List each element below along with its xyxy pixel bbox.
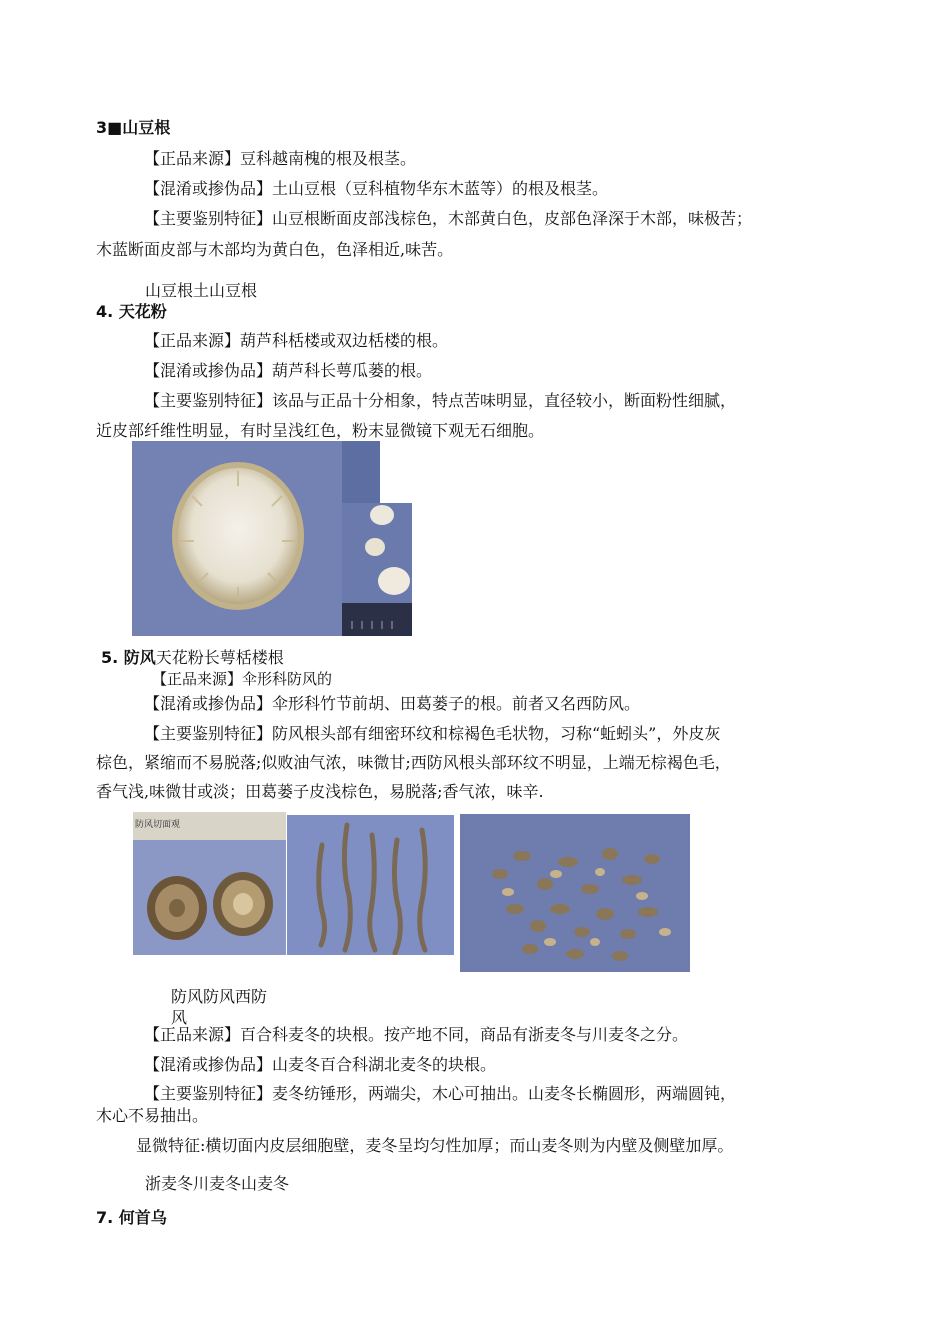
s6-microscopic: 显微特征:横切面内皮层细胞壁，麦冬呈均匀性加厚；而山麦冬则为内壁及侧壁加厚。 bbox=[136, 1136, 734, 1155]
tianhuafen-pieces-photo bbox=[342, 503, 412, 636]
s4-adulterant: 【混淆或掺伪品】葫芦科长萼瓜蒌的根。 bbox=[144, 361, 433, 380]
s5-photo-caption-line2: 风 bbox=[171, 1008, 188, 1027]
tianhuafen-slice-photo bbox=[132, 441, 342, 636]
s6-genuine-source: 【正品来源】百合科麦冬的块根。按产地不同，商品有浙麦冬与川麦冬之分。 bbox=[144, 1025, 689, 1044]
section-7-heading: 7. 何首乌 bbox=[96, 1208, 167, 1227]
section-5-heading bbox=[101, 648, 284, 668]
s6-caption: 浙麦冬川麦冬山麦冬 bbox=[145, 1174, 290, 1193]
s3-caption: 山豆根土山豆根 bbox=[145, 281, 258, 300]
s6-features-line2: 木心不易抽出。 bbox=[96, 1106, 209, 1125]
s3-features-line1: 【主要鉴别特征】山豆根断面皮部浅棕色，木部黄白色，皮部色泽深于木部，味极苦； bbox=[144, 209, 753, 228]
s4-genuine-source: 【正品来源】葫芦科栝楼或双边栝楼的根。 bbox=[144, 331, 449, 350]
section-5-heading-number: 5. 防风 bbox=[101, 648, 156, 667]
s5-adulterant: 【混淆或掺伪品】伞形科竹节前胡、田葛蒌子的根。前者又名西防风。 bbox=[144, 694, 641, 713]
fangfeng-roots-photo bbox=[287, 815, 454, 955]
section-4-heading: 4. 天花粉 bbox=[96, 302, 167, 321]
s4-features-line1: 【主要鉴别特征】该品与正品十分相象，特点苦味明显，直径较小，断面粉性细腻， bbox=[144, 391, 737, 410]
xifangfeng-pieces-photo bbox=[460, 814, 690, 972]
s4-photo-caption: 天花粉长萼栝楼根 bbox=[155, 648, 284, 667]
s5-genuine-source: 【正品来源】伞形科防风的 bbox=[152, 670, 333, 688]
s4-features-line2: 近皮部纤维性明显，有时呈浅红色，粉末显微镜下观无石细胞。 bbox=[96, 421, 545, 440]
fangfeng-cross-section-photo bbox=[133, 812, 286, 955]
s6-features-line1: 【主要鉴别特征】麦冬纺锤形，两端尖，木心可抽出。山麦冬长椭圆形，两端圆钝， bbox=[144, 1084, 737, 1103]
section-3-heading: 3■山豆根 bbox=[96, 118, 171, 137]
s6-adulterant: 【混淆或掺伪品】山麦冬百合科湖北麦冬的块根。 bbox=[144, 1055, 497, 1074]
s3-adulterant: 【混淆或掺伪品】土山豆根（豆科植物华东木蓝等）的根及根茎。 bbox=[144, 179, 609, 198]
s5-photo-caption-line1: 防风防风西防 bbox=[171, 987, 268, 1006]
s5-features-line2: 棕色，紧缩而不易脱落;似败油气浓，味微甘;西防风根头部环纹不明显，上端无棕褐色毛， bbox=[96, 753, 731, 772]
s5-features-line1: 【主要鉴别特征】防风根头部有细密环纹和棕褐色毛状物，习称“蚯蚓头”，外皮灰 bbox=[144, 724, 721, 743]
s3-genuine-source: 【正品来源】豆科越南槐的根及根茎。 bbox=[144, 149, 417, 168]
s5-features-line3: 香气浅,味微甘或淡；田葛蒌子皮浅棕色，易脱落;香气浓，味辛. bbox=[96, 782, 544, 801]
s3-features-line2: 木蓝断面皮部与木部均为黄白色，色泽相近,味苦。 bbox=[96, 240, 454, 259]
fangfeng-photo-label: 防风切面观 bbox=[135, 820, 181, 830]
